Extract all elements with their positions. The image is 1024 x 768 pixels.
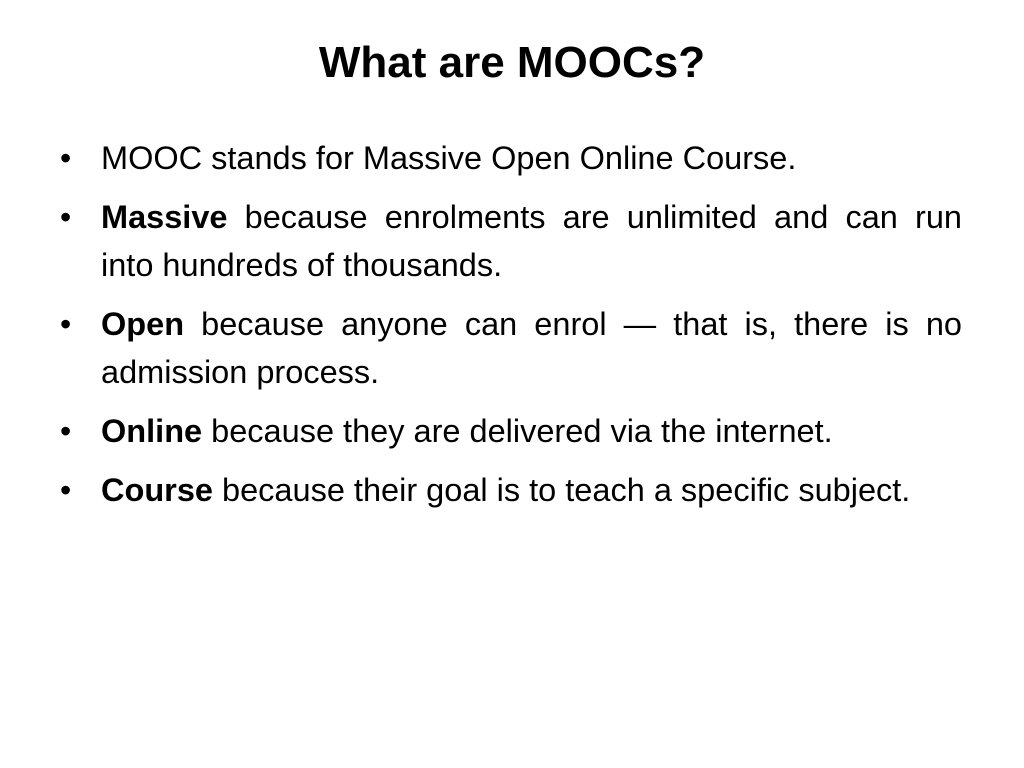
bullet-item — [60, 134, 962, 182]
bullet-text: MOOC stands for Massive Open Online Course. — [101, 140, 797, 176]
bullet-item — [60, 193, 962, 289]
bullet-icon: • — [60, 413, 72, 449]
bullet-icon: • — [60, 472, 72, 508]
bullet-item — [60, 407, 962, 455]
bullet-icon: • — [60, 140, 72, 176]
bullet-icon: • — [60, 306, 72, 342]
slide-title: What are MOOCs? — [318, 38, 706, 87]
bullet-term: Course — [101, 472, 213, 508]
bullet-text: because anyone can enrol — that is, there is no admission process. — [101, 306, 962, 390]
bullet-term: Online — [101, 413, 203, 449]
bullet-text: because enrolments are unlimited and can run into hundreds of thousands. — [101, 199, 962, 283]
bullet-text: because their goal is to teach a specific subject. — [212, 472, 911, 508]
bullet-list — [60, 134, 962, 525]
bullet-term: Massive — [101, 199, 228, 235]
bullet-icon: • — [60, 199, 72, 235]
bullet-text: because they are delivered via the internet. — [202, 413, 833, 449]
bullet-term: Open — [101, 306, 185, 342]
bullet-item — [60, 300, 962, 396]
bullet-item — [60, 466, 962, 514]
